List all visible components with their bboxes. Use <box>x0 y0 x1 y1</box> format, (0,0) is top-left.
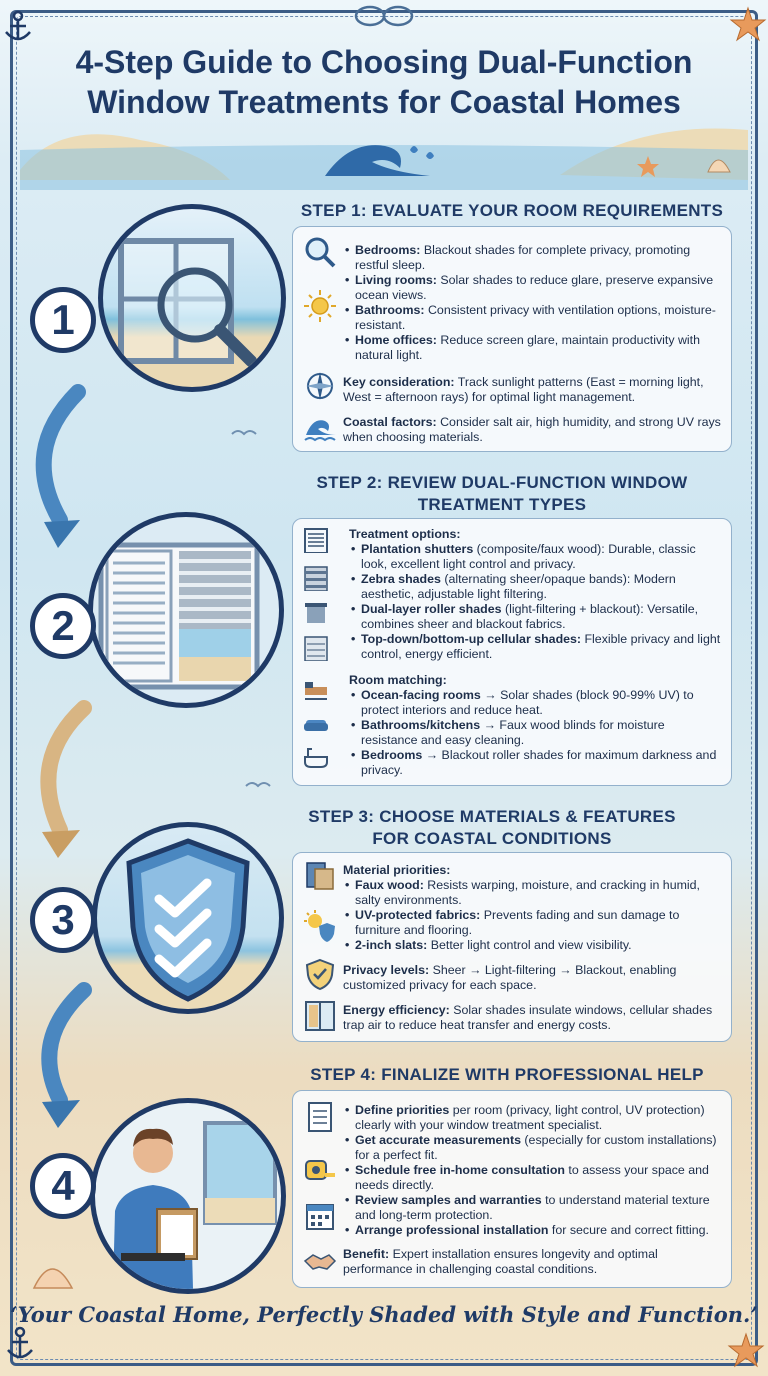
knot-icon <box>356 7 412 25</box>
step-1-bullets <box>343 243 721 363</box>
step-2-card <box>292 518 732 786</box>
step-2-illustration <box>88 512 284 708</box>
list-item: • Bedrooms: Blackout shades for complete privacy, promoting restful sleep. <box>343 243 721 273</box>
step-1-coastal-factors: Coastal factors: Consider salt air, high humidity, and strong UV rays when choosing materials. <box>343 415 721 444</box>
specialist-icon <box>95 1103 281 1289</box>
arrow-2-to-3 <box>48 708 84 830</box>
list-item: • Plantation shutters (composite/faux wood): Durable, classic look, excellent light control and privacy. <box>349 542 721 572</box>
list-item: • Faux wood: Resists warping, moisture, and cracking in humid, salty environments. <box>343 878 721 908</box>
step-2-heading-line-1: STEP 2: REVIEW DUAL-FUNCTION WINDOW <box>316 473 688 492</box>
magnifier-icon <box>303 235 337 269</box>
uv-shield-icon <box>303 909 337 943</box>
step-1-card <box>292 226 732 452</box>
title-line-2: Window Treatments for Coastal Homes <box>87 84 681 120</box>
roller-shade-icon <box>303 601 329 627</box>
list-item: • Define priorities per room (privacy, light control, UV protection) clearly with your window treatment specialist. <box>343 1103 721 1133</box>
privacy-shield-icon <box>303 957 337 991</box>
shield-check-icon <box>97 827 279 1009</box>
list-item: • Bathrooms: Consistent privacy with ventilation options, moisture-resistant. <box>343 303 721 333</box>
list-item: • Bedrooms → Blackout roller shades for maximum darkness and privacy. <box>349 748 721 778</box>
material-priorities-label: Material priorities: <box>343 863 451 877</box>
shutters-icon <box>93 517 279 703</box>
step-4-illustration <box>90 1098 286 1294</box>
list-item: • Dual-layer roller shades (light-filtering + blackout): Versatile, combines sheer and blackout fabrics. <box>349 602 721 632</box>
step-4-number: 4 <box>30 1153 96 1219</box>
list-item: • Living rooms: Solar shades to reduce glare, preserve expansive ocean views. <box>343 273 721 303</box>
step-3-energy-efficiency: Energy efficiency: Solar shades insulate windows, cellular shades trap air to reduce heat transfer and energy costs. <box>343 1003 713 1032</box>
bed-icon <box>303 675 329 701</box>
window-energy-icon <box>303 999 337 1033</box>
scallop-shell-icon <box>28 1254 78 1294</box>
step-3-illustration <box>92 822 284 1014</box>
window-magnifier-icon <box>103 209 281 387</box>
step-1-number: 1 <box>30 287 96 353</box>
list-item: • Home offices: Reduce screen glare, maintain productivity with natural light. <box>343 333 721 363</box>
anchor-bottom-icon <box>8 1328 32 1358</box>
step-3-number: 3 <box>30 887 96 953</box>
calendar-icon <box>303 1199 337 1233</box>
step-3-card <box>292 852 732 1042</box>
list-item: • UV-protected fabrics: Prevents fading and sun damage to furniture and flooring. <box>343 908 721 938</box>
checklist-icon <box>303 1099 337 1133</box>
sun-icon <box>303 289 337 323</box>
bathtub-icon <box>303 745 329 771</box>
step-3-material-priorities <box>343 863 721 953</box>
title-line-1: 4-Step Guide to Choosing Dual-Function <box>75 44 693 80</box>
step-3-heading-line-1: STEP 3: CHOOSE MATERIALS & FEATURES <box>308 807 676 826</box>
list-item: • Zebra shades (alternating sheer/opaque bands): Modern aesthetic, adjustable light filtering. <box>349 572 721 602</box>
arrow-1-to-2 <box>44 392 78 520</box>
list-item: • Schedule free in-home consultation to assess your space and needs directly. <box>343 1163 721 1193</box>
sofa-icon <box>303 711 329 737</box>
arrow-head-1 <box>44 520 80 548</box>
list-item: • Get accurate measurements (especially for custom installations) for a perfect fit. <box>343 1133 721 1163</box>
tape-measure-icon <box>303 1153 337 1187</box>
treatment-options-label: Treatment options: <box>349 527 461 541</box>
step-1-illustration <box>98 204 286 392</box>
starfish-bottom-icon <box>729 1334 763 1366</box>
step-2-heading <box>292 472 712 516</box>
list-item: • Ocean-facing rooms → Solar shades (block 90-99% UV) to protect interiors and reduce heat. <box>349 688 721 718</box>
step-3-heading-line-2: FOR COASTAL CONDITIONS <box>372 829 612 848</box>
footer-decor <box>0 1320 768 1376</box>
shutter-icon <box>303 527 329 553</box>
compass-icon <box>303 369 337 403</box>
list-item: • 2-inch slats: Better light control and view visibility. <box>343 938 721 953</box>
material-swatch-icon <box>303 859 337 893</box>
step-2-room-matching <box>349 673 721 778</box>
arrow-3-to-4 <box>49 990 84 1100</box>
starfish-icon <box>731 8 765 40</box>
step-4-card <box>292 1090 732 1288</box>
list-item: • Arrange professional installation for secure and correct fitting. <box>343 1223 721 1238</box>
step-1-key-consideration: Key consideration: Track sunlight patterns (East = morning light, West = afternoon rays) for optimal light management. <box>343 375 704 404</box>
step-4-bullets <box>343 1103 721 1238</box>
room-matching-label: Room matching: <box>349 673 447 687</box>
arrow-head-3 <box>42 1100 80 1128</box>
zebra-shade-icon <box>303 565 329 591</box>
list-item: • Top-down/bottom-up cellular shades: Flexible privacy and light control, energy efficient. <box>349 632 721 662</box>
arrow-head-2 <box>42 830 80 858</box>
step-2-number: 2 <box>30 593 96 659</box>
step-4-benefit: Benefit: Expert installation ensures longevity and optimal performance in challenging coastal conditions. <box>343 1247 658 1276</box>
handshake-icon <box>303 1243 337 1277</box>
cellular-shade-icon <box>303 635 329 661</box>
step-2-treatment-options <box>349 527 721 662</box>
step-2-heading-line-2: TREATMENT TYPES <box>417 495 587 514</box>
footer-tagline: ‘Your Coastal Home, Perfectly Shaded with Style and Function.’ <box>10 1302 758 1327</box>
list-item: • Bathrooms/kitchens → Faux wood blinds for moisture resistance and easy cleaning. <box>349 718 721 748</box>
step-3-privacy-levels: Privacy levels: Sheer → Light-filtering → Blackout, enabling customized privacy for each space. <box>343 963 677 992</box>
list-item: • Review samples and warranties to understand material texture and long-term protection. <box>343 1193 721 1223</box>
wave-small-icon <box>303 409 337 443</box>
step-4-heading: STEP 4: FINALIZE WITH PROFESSIONAL HELP <box>310 1065 704 1084</box>
step-1-heading: STEP 1: EVALUATE YOUR ROOM REQUIREMENTS <box>300 201 724 220</box>
step-3-heading <box>292 806 692 850</box>
